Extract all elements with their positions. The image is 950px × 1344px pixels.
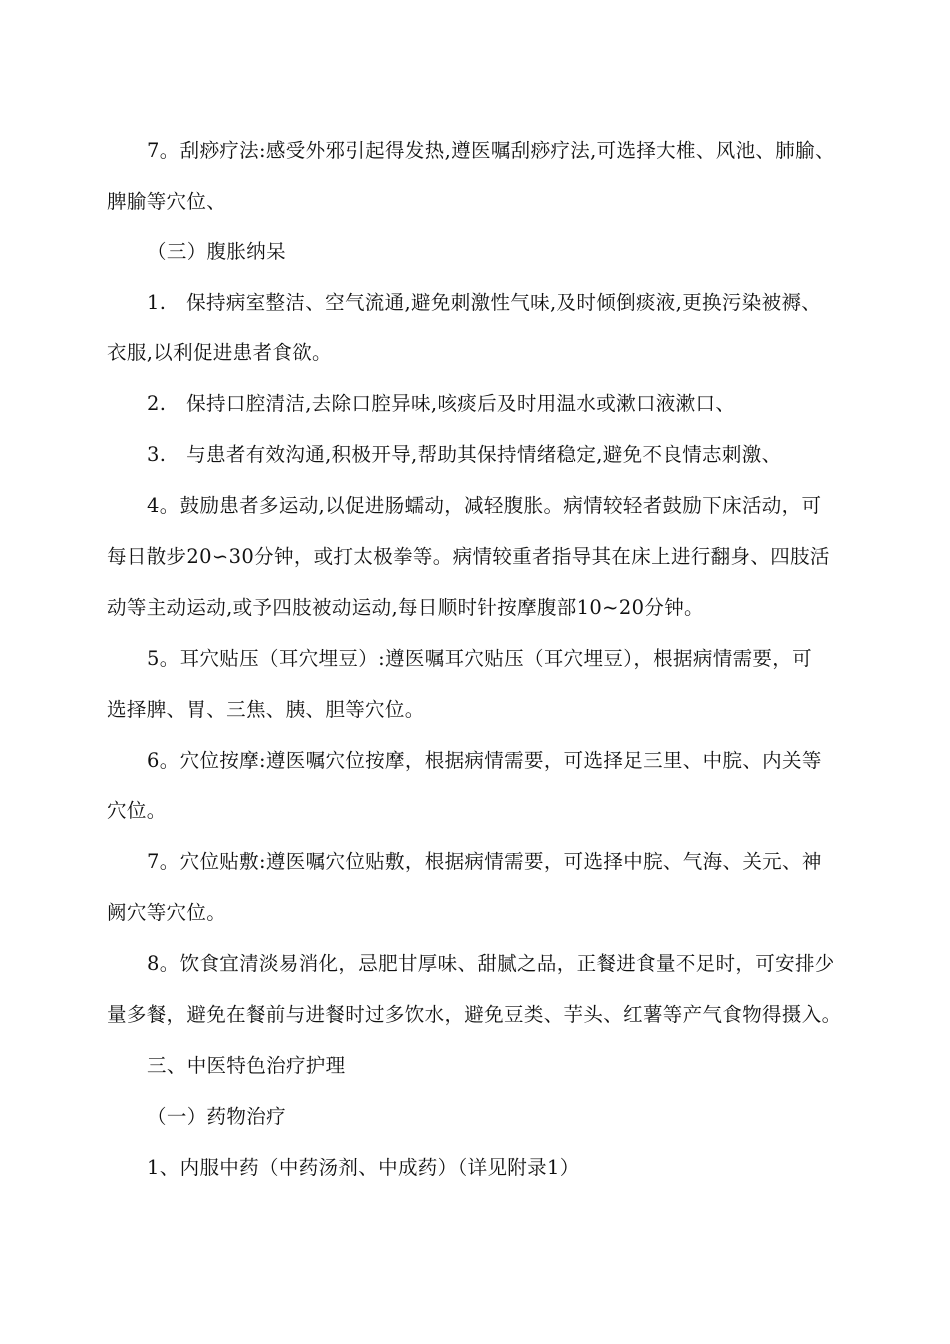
paragraph-line: 4。鼓励患者多运动,以促进肠蠕动，减轻腹胀。病情较轻者鼓励下床活动，可 [147, 494, 822, 517]
paragraph-line: 动等主动运动,或予四肢被动运动,每日顺时针按摩腹部10~20分钟。 [107, 596, 704, 619]
section-subheading: （三）腹胀纳呆 [147, 240, 286, 263]
paragraph-line: 1、内服中药（中药汤剂、中成药）（详见附录1） [147, 1156, 580, 1179]
paragraph-line: 8。饮食宜清淡易消化，忌肥甘厚味、甜腻之品，正餐进食量不足时，可安排少 [147, 952, 835, 975]
section-heading: 三、中医特色治疗护理 [147, 1054, 346, 1077]
paragraph-line: 脾腧等穴位、 [107, 190, 227, 213]
paragraph-line: 每日散步20∽30分钟，或打太极拳等。病情较重者指导其在床上进行翻身、四肢活 [107, 545, 830, 568]
paragraph-line: 5。耳穴贴压（耳穴埋豆）:遵医嘱耳穴贴压（耳穴埋豆），根据病情需要，可 [147, 647, 812, 670]
paragraph-line: 阙穴等穴位。 [107, 901, 227, 924]
paragraph-line: 6。穴位按摩:遵医嘱穴位按摩，根据病情需要，可选择足三里、中脘、内关等 [147, 749, 822, 772]
paragraph-line: 7。刮痧疗法:感受外邪引起得发热,遵医嘱刮痧疗法,可选择大椎、风池、肺腧、 [147, 139, 835, 162]
paragraph-line: 选择脾、胃、三焦、胰、胆等穴位。 [107, 698, 425, 721]
paragraph-line: 7。穴位贴敷:遵医嘱穴位贴敷，根据病情需要，可选择中脘、气海、关元、神 [147, 850, 822, 873]
paragraph-line: 穴位。 [107, 799, 167, 822]
paragraph-line: 3. 与患者有效沟通,积极开导,帮助其保持情绪稳定,避免不良情志刺激、 [147, 443, 782, 466]
paragraph-line: 1. 保持病室整洁、空气流通,避免刺激性气味,及时倾倒痰液,更换污染被褥、 [147, 291, 822, 314]
paragraph-line: 量多餐，避免在餐前与进餐时过多饮水，避免豆类、芋头、红薯等产气食物得摄入。 [107, 1003, 842, 1026]
paragraph-line: 衣服,以利促进患者食欲。 [107, 341, 332, 364]
paragraph-line: 2. 保持口腔清洁,去除口腔异味,咳痰后及时用温水或漱口液漱口、 [147, 392, 736, 415]
section-subheading: （一）药物治疗 [147, 1105, 286, 1128]
